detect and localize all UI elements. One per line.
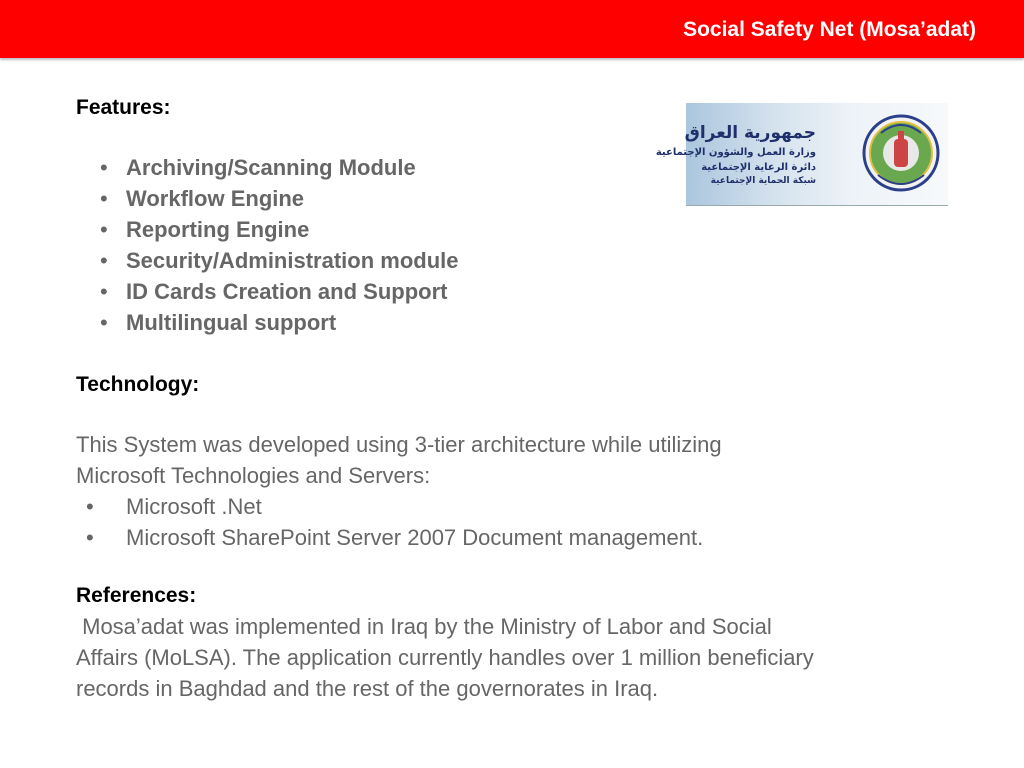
ministry-logo	[655, 103, 948, 206]
list-item	[100, 185, 459, 216]
logo-text-line3: دائرة الرعاية الإجتماعية	[701, 162, 816, 173]
bullet: •	[86, 494, 94, 519]
logo-text-line2: وزارة العمل والشؤون الإجتماعية	[655, 147, 816, 158]
bullet: •	[100, 155, 108, 180]
bullet: •	[100, 279, 108, 304]
technology-description-line2: Microsoft Technologies and Servers:	[76, 463, 431, 488]
bullet: •	[100, 186, 108, 211]
list-item	[100, 278, 459, 309]
slide-title: Social Safety Net (Mosa’adat)	[683, 18, 976, 41]
list-item	[100, 216, 459, 247]
bullet: •	[100, 248, 108, 273]
features-list	[100, 154, 459, 340]
logo-text-line1: جمهورية العراق	[684, 123, 816, 143]
logo-text-line4: شبكة الحماية الإجتماعية	[710, 176, 816, 186]
technology-list	[86, 491, 703, 553]
technology-description-line1: This System was developed using 3-tier architecture while utilizing	[76, 432, 722, 457]
feature-label: Security/Administration module	[126, 248, 459, 273]
feature-label: ID Cards Creation and Support	[126, 279, 448, 304]
feature-label: Reporting Engine	[126, 217, 310, 242]
feature-label: Archiving/Scanning Module	[126, 155, 416, 180]
list-item	[100, 154, 459, 185]
list-item	[86, 491, 703, 522]
references-heading: References:	[76, 584, 197, 607]
references-line2: Affairs (MoLSA). The application currently handles over 1 million beneficiary	[76, 645, 814, 670]
feature-label: Multilingual support	[126, 310, 337, 335]
features-heading: Features:	[76, 96, 171, 119]
bullet: •	[100, 217, 108, 242]
bullet: •	[100, 310, 108, 335]
header-bar	[0, 0, 1024, 58]
references-line3: records in Baghdad and the rest of the governorates in Iraq.	[76, 676, 659, 701]
list-item	[100, 247, 459, 278]
technology-label: Microsoft .Net	[126, 494, 262, 519]
list-item	[86, 522, 703, 553]
feature-label: Workflow Engine	[126, 186, 305, 211]
list-item	[100, 309, 459, 340]
references-line1: Mosa’adat was implemented in Iraq by the Ministry of Labor and Social	[76, 614, 772, 639]
technology-label: Microsoft SharePoint Server 2007 Document management.	[126, 525, 704, 550]
bullet: •	[86, 525, 94, 550]
technology-heading: Technology:	[76, 373, 200, 396]
